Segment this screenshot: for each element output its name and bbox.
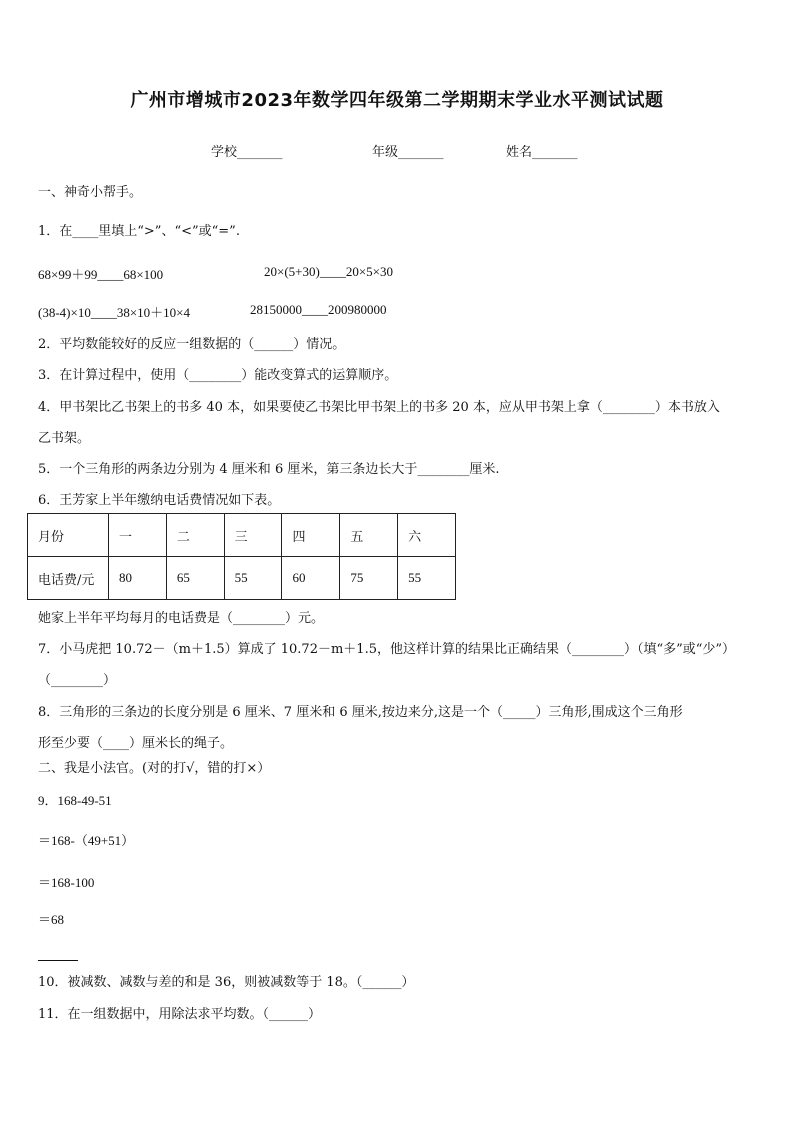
table-cell: 电话费/元 <box>28 557 109 600</box>
name-field: 姓名_______ <box>506 145 578 160</box>
q1-item-1: 68×99＋99____68×100 <box>38 267 164 282</box>
q9-answer-blank <box>38 945 78 961</box>
table-cell: 55 <box>224 557 282 600</box>
table-header-cell: 四 <box>282 514 340 557</box>
school-field: 学校_______ <box>211 145 283 160</box>
question-3: 3．在计算过程中，使用（________）能改变算式的运算顺序。 <box>38 368 398 383</box>
table-row <box>28 557 456 600</box>
question-5: 5．一个三角形的两条边分别为 4 厘米和 6 厘米，第三条边长大于________厘米. <box>38 462 500 477</box>
question-11: 11．在一组数据中，用除法求平均数。（______） <box>38 1007 322 1022</box>
question-6-stem: 6．王芳家上半年缴纳电话费情况如下表。 <box>38 493 281 508</box>
section-1-heading: 一、神奇小帮手。 <box>38 185 143 200</box>
question-4-line-1: 4．甲书架比乙书架上的书多 40 本，如果要使乙书架比甲书架上的书多 20 本，应从甲书架上拿（________）本书放入 <box>38 400 720 415</box>
q9-line-3: ＝168-100 <box>38 875 95 890</box>
q9-line-1: 9．168-49-51 <box>38 793 112 808</box>
section-2-heading: 二、我是小法官。(对的打√，错的打×） <box>38 761 271 776</box>
question-2: 2．平均数能较好的反应一组数据的（______）情况。 <box>38 337 346 352</box>
grade-field: 年级_______ <box>372 145 444 160</box>
phone-fee-table <box>27 513 456 600</box>
table-cell: 60 <box>282 557 340 600</box>
table-cell: 80 <box>109 557 167 600</box>
question-7-line-1: 7．小马虎把 10.72－（m＋1.5）算成了 10.72－m＋1.5，他这样计算的结果比正确结果（________）（填“多”或“少”） <box>38 642 736 657</box>
page-title: 广州市增城市2023年数学四年级第二学期期末学业水平测试试题 <box>130 90 664 111</box>
table-cell: 55 <box>398 557 456 600</box>
question-8-line-1: 8．三角形的三条边的长度分别是 6 厘米、7 厘米和 6 厘米,按边来分,这是一个（_____）三角形,围成这个三角形 <box>38 705 683 720</box>
question-10: 10．被减数、减数与差的和是 36，则被减数等于 18。（______） <box>38 975 415 990</box>
table-cell: 75 <box>340 557 398 600</box>
q1-item-3: (38-4)×10____38×10＋10×4 <box>38 305 190 320</box>
table-header-cell: 五 <box>340 514 398 557</box>
table-header-cell: 一 <box>109 514 167 557</box>
question-1-stem: 1．在____里填上“>”、“<”或“=”. <box>38 224 240 239</box>
q1-item-2: 20×(5+30)____20×5×30 <box>264 264 393 279</box>
question-4-line-2: 乙书架。 <box>38 431 91 446</box>
table-header-cell: 六 <box>398 514 456 557</box>
q9-line-2: ＝168-（49+51） <box>38 833 135 848</box>
q9-line-4: ＝68 <box>38 912 65 927</box>
question-6-answer-line: 她家上半年平均每月的电话费是（________）元。 <box>38 611 325 626</box>
table-header-cell: 二 <box>166 514 224 557</box>
question-8-line-2: 形至少要（____）厘米长的绳子。 <box>38 736 234 751</box>
table-header-cell: 月份 <box>28 514 109 557</box>
table-cell: 65 <box>166 557 224 600</box>
table-row <box>28 514 456 557</box>
question-7-line-2: （________） <box>38 673 117 688</box>
table-header-cell: 三 <box>224 514 282 557</box>
q1-item-4: 28150000____200980000 <box>250 302 387 317</box>
